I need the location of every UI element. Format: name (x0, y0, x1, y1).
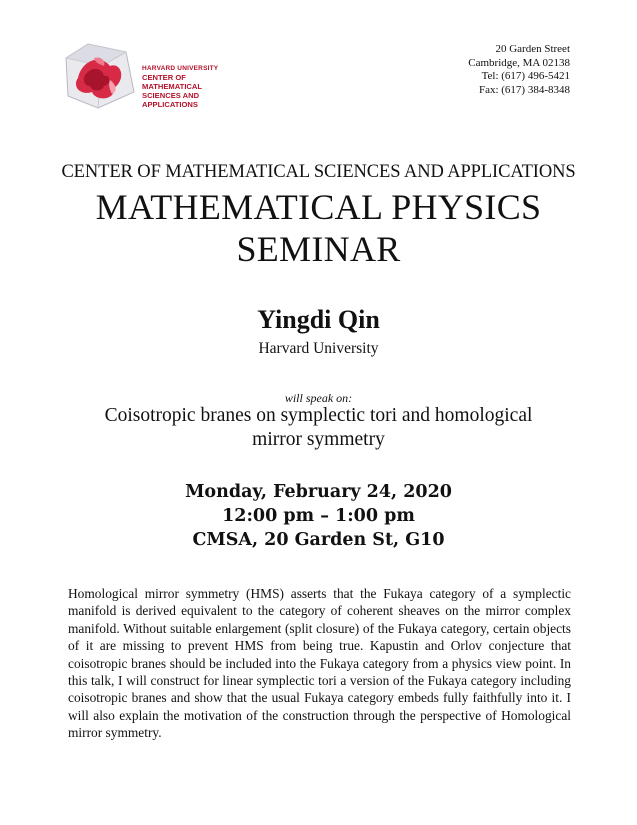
logo-sciences: SCIENCES AND APPLICATIONS (142, 91, 200, 109)
address-street: 20 Garden Street (495, 43, 570, 55)
seminar-title-line2: SEMINAR (236, 229, 401, 269)
talk-title-line2: mirror symmetry (252, 429, 385, 450)
event-date: Monday, February 24, 2020 (185, 482, 452, 502)
cmsa-logo (64, 40, 244, 112)
address-city: Cambridge, MA 02138 (468, 56, 570, 69)
contact-address (468, 43, 570, 97)
talk-intro: will speak on: (284, 391, 353, 405)
logo-university: HARVARD UNIVERSITY (142, 65, 219, 72)
speaker-name: Yingdi Qin (257, 305, 380, 334)
talk-title (0, 404, 637, 452)
event-location: CMSA, 20 Garden St, G10 (192, 530, 445, 550)
address-fax: Fax: (617) 384-8348 (478, 83, 570, 96)
logo-center: CENTER OF MATHEMATICAL (142, 73, 203, 91)
talk-title-line1: Coisotropic branes on symplectic tori and homological (104, 405, 533, 426)
speaker-affiliation: Harvard University (258, 340, 379, 357)
event-time: 12:00 pm – 1:00 pm (222, 506, 415, 526)
organization-name: CENTER OF MATHEMATICAL SCIENCES AND APPLICATIONS (61, 162, 576, 182)
seminar-title-line1: MATHEMATICAL PHYSICS (95, 187, 542, 227)
seminar-title (0, 186, 637, 270)
talk-abstract: Homological mirror symmetry (HMS) asserts that the Fukaya category of a symplectic manifold is derived equivalent to the category of coherent sheaves on the mirror complex manifold. Without suitable enlargement (split closure) of the Fukaya category, certain objects of it are missing to prevent HMS from being true. Kapustin and Orlov conjecture that coisotropic branes should be included into the Fukaya category from a physics view point. In this talk, I will construct for linear symplectic tori a version of the Fukaya category including coisotropic branes and show that the usual Fukaya category embeds fully faithfully into it. I will also explain the motivation of the construction through the perspective of Homological mirror symmetry. (68, 586, 571, 741)
cmsa-cube-logo-icon (64, 40, 140, 112)
event-details (0, 480, 637, 552)
address-tel: Tel: (617) 496-5421 (481, 70, 570, 83)
